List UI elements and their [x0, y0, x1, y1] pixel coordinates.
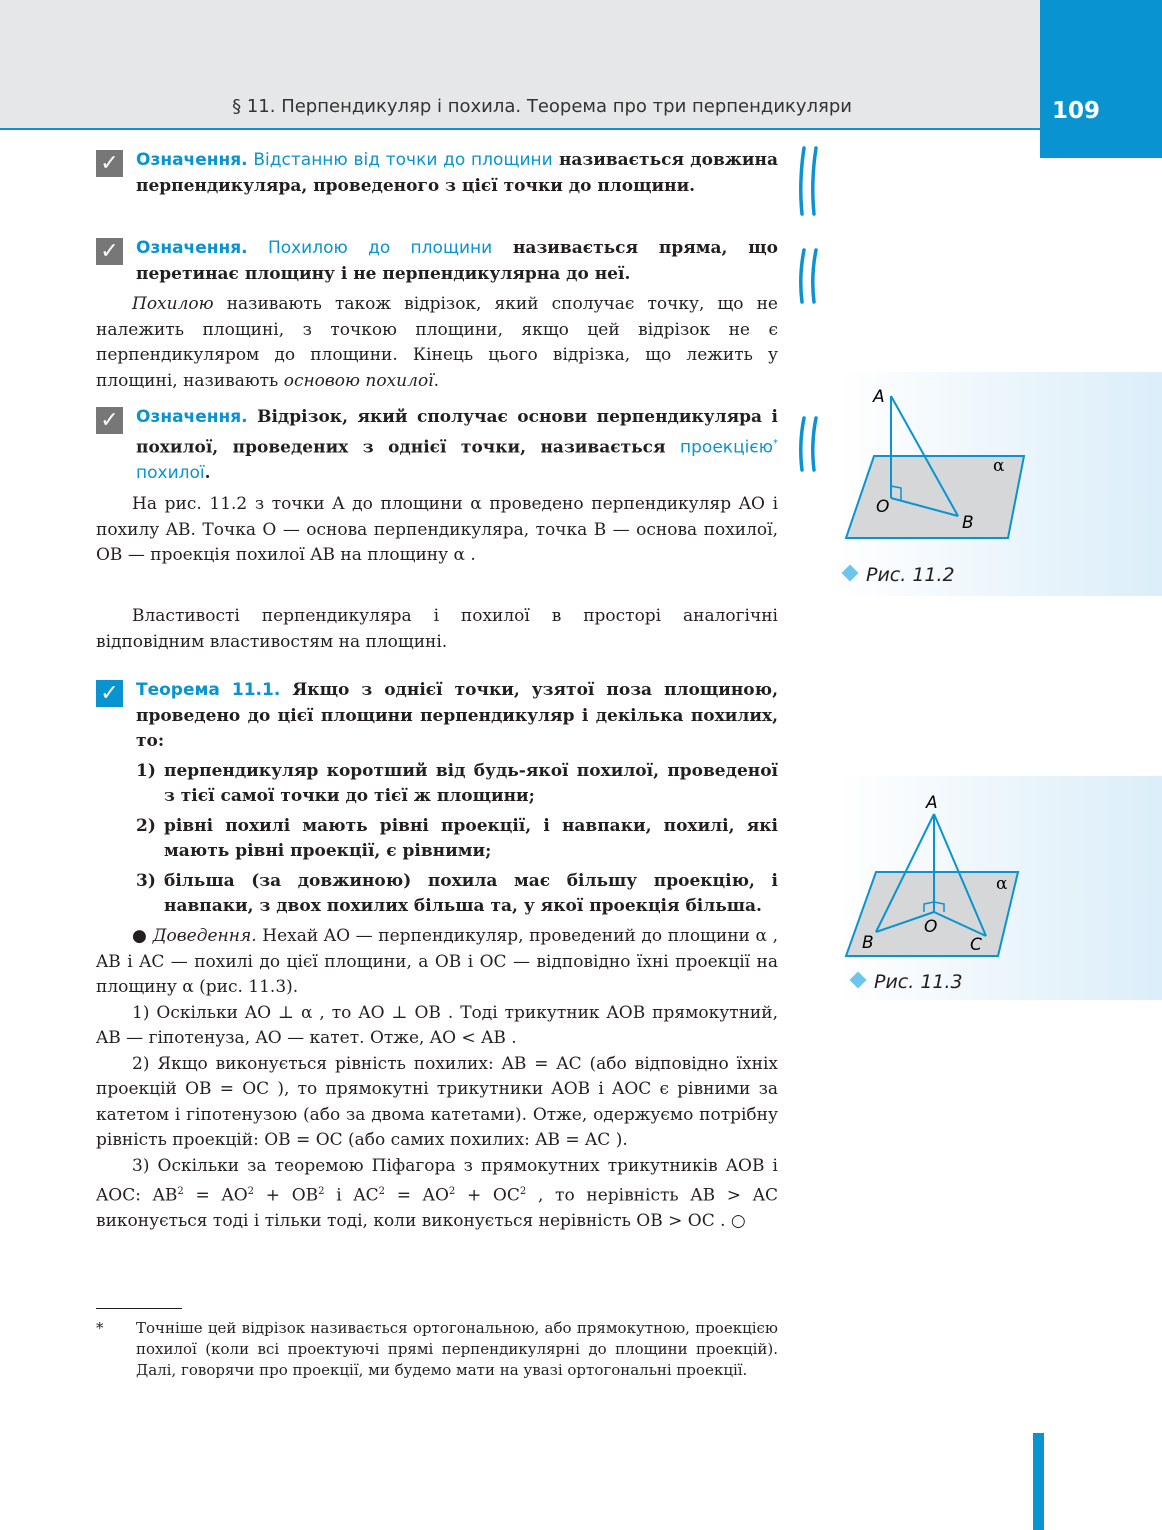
figure-paragraph-text: На рис. 11.2 з точки A до площини α проведено перпендикуляр AO і похилу AB. Точка O — основа перпендикуляра, точка B — основа похилої, OB — проекція похилої AB на площину α . — [96, 494, 778, 565]
footnote-ref: * — [773, 437, 778, 449]
label-alpha: α — [993, 456, 1005, 476]
running-title: § 11. Перпендикуляр і похила. Теорема про три перпендикуляри — [232, 96, 852, 117]
item-text: більша (за довжиною) похила має більшу проекцію, і навпаки, з двох похилих більша та, у якої проекція більша. — [164, 870, 778, 916]
definition-term: Відстанню від точки до площини — [253, 150, 553, 170]
label-O: O — [924, 917, 938, 937]
proof-step-3-d: і AC — [324, 1185, 379, 1206]
diamond-bullet-icon — [842, 565, 859, 582]
definition-term: проекцією — [680, 437, 773, 458]
label-alpha: α — [996, 874, 1008, 894]
definition-text: називається пряма, що перетинає площину і не перпендикулярна до неї. — [136, 238, 779, 284]
square-sup: 2 — [247, 1186, 255, 1197]
item-number: 3) — [136, 870, 156, 891]
label-A: A — [926, 793, 938, 813]
proof-step-3-e: = AO — [385, 1185, 449, 1206]
proof-intro: Нехай AO — перпендикуляр, проведений до площини α , AB і AC — похилі до цієї площини, а OB і OC — відповідно їхні проекції на площину α (рис. 11.3). — [96, 926, 778, 997]
theorem-item — [136, 814, 778, 865]
page-number: 109 — [1052, 98, 1101, 124]
item-text: перпендикуляр коротший від будь-якої похилої, проведеної з тієї самої точки до тієї ж площини; — [164, 760, 778, 806]
definition-text: називається довжина перпендикуляра, проведеного з цієї точки до площини. — [136, 150, 778, 196]
proof-step-3-a: 3) Оскільки за теоремою Піфагора з прямокутних трикутників AOB і AOC: AB — [96, 1155, 778, 1206]
square-sup: 2 — [378, 1186, 386, 1197]
proof-bullet: ● — [132, 926, 148, 946]
check-icon: ✓ — [96, 680, 123, 707]
footnote — [96, 1318, 778, 1381]
check-icon: ✓ — [96, 150, 123, 177]
label-C: C — [970, 935, 982, 955]
label-B: B — [862, 933, 874, 953]
item-number: 1) — [136, 760, 156, 781]
slant-term: Похилою — [132, 294, 214, 314]
definition-label: Означення. — [136, 150, 248, 170]
definition-label: Означення. — [136, 407, 248, 427]
definition-term-2: похилої — [136, 462, 205, 483]
double-bar-mark-icon — [796, 144, 824, 218]
label-O: O — [876, 497, 890, 517]
figure-11-3-drawing — [838, 776, 1162, 1000]
slant-paragraph — [96, 292, 778, 394]
proof-step-3-g: , то нерівність AB > AC виконується тоді і тільки тоді, коли виконується нерівність OB > OC . — [96, 1185, 779, 1232]
theorem-label: Теорема 11.1. — [136, 680, 281, 700]
definition-term: Похилою до площини — [267, 238, 493, 258]
definition-projection — [96, 405, 778, 486]
footnote-text: Точніше цей відрізок називається ортогональною, або прямокутною, проекцією похилої (коли всі проектуючі прямі перпендикулярні до площини проекцій). Далі, говорячи про проекції, ми будемо мати на увазі ортогональні проекції. — [136, 1319, 778, 1379]
proof-step-3-f: + OC — [455, 1185, 520, 1206]
slant-end: . — [433, 370, 440, 391]
proof-step-3-b: = AO — [183, 1185, 248, 1206]
footnote-rule — [96, 1308, 182, 1309]
figure-caption — [844, 564, 955, 586]
figure-caption — [852, 971, 963, 993]
properties-paragraph — [96, 604, 778, 655]
proof-label: Доведення. — [152, 926, 257, 946]
figure-11-2-drawing — [838, 372, 1162, 596]
diamond-bullet-icon — [850, 972, 867, 989]
header-band — [0, 0, 1040, 130]
definition-end: . — [204, 462, 211, 483]
definition-distance — [96, 148, 778, 199]
properties-text: Властивості перпендикуляра і похилої в просторі аналогічні відповідним властивостям на площині. — [96, 606, 778, 652]
square-sup: 2 — [177, 1186, 184, 1197]
figure-paragraph — [96, 492, 778, 569]
item-text: рівні похилі мають рівні проекції, і навпаки, похилі, які мають рівні проекції, є рівними; — [164, 815, 778, 861]
square-sup: 2 — [448, 1186, 456, 1197]
definition-label: Означення. — [136, 238, 248, 258]
side-strip — [1033, 1433, 1044, 1530]
label-B: B — [962, 513, 974, 533]
square-sup: 2 — [318, 1186, 325, 1197]
caption-text: Рис. 11.3 — [874, 971, 963, 993]
proof-step-2: 2) Якщо виконується рівність похилих: AB = AC (або відповідно їхніх проекцій OB = OC ), то прямокутні трикутники AOB і AOC є рівними за катетом і гіпотенузою (або за двома катетами). Отже, одержуємо потрібну рівність проекцій: OB = OC (або самих похилих: AB = AC ). — [96, 1053, 778, 1150]
proof-block — [96, 924, 778, 1235]
proof-end-mark: ○ — [730, 1211, 746, 1232]
figure-11-2 — [838, 372, 1162, 596]
caption-text: Рис. 11.2 — [866, 564, 955, 586]
double-bar-mark-icon — [796, 246, 824, 306]
square-sup: 2 — [519, 1186, 527, 1197]
proof-step-3 — [96, 1154, 778, 1235]
double-bar-mark-icon — [796, 414, 824, 474]
figure-11-3 — [838, 776, 1162, 1000]
definition-slant — [96, 236, 778, 287]
slant-text: називають також відрізок, який сполучає точку, що не належить площині, з точкою площини, якщо цей відрізок не є перпендикуляром до площини. Кінець цього відрізка, що лежить у площині, називають — [96, 294, 778, 391]
theorem-intro: Якщо з однієї точки, узятої поза площиною, проведено до цієї площини перпендикуляр і декілька похилих, то: — [136, 680, 778, 751]
theorem-block — [96, 678, 778, 924]
theorem-items — [136, 759, 778, 920]
proof-step-3-c: + OB — [254, 1185, 319, 1206]
check-icon: ✓ — [96, 238, 123, 265]
definition-text: Відрізок, який сполучає основи перпендикуляра і похилої, проведених з однієї точки, називається — [136, 407, 778, 458]
page-tab — [1040, 0, 1162, 158]
theorem-item — [136, 759, 778, 810]
label-A: A — [873, 387, 885, 407]
proof-step-1: 1) Оскільки AO ⊥ α , то AO ⊥ OB . Тоді трикутник AOB прямокутний, AB — гіпотенуза, AO — катет. Отже, AO < AB . — [96, 1002, 778, 1048]
item-number: 2) — [136, 815, 156, 836]
footnote-star: * — [96, 1319, 104, 1337]
check-icon: ✓ — [96, 407, 123, 434]
slant-base-term: основою похилої — [283, 370, 434, 391]
theorem-item — [136, 869, 778, 920]
